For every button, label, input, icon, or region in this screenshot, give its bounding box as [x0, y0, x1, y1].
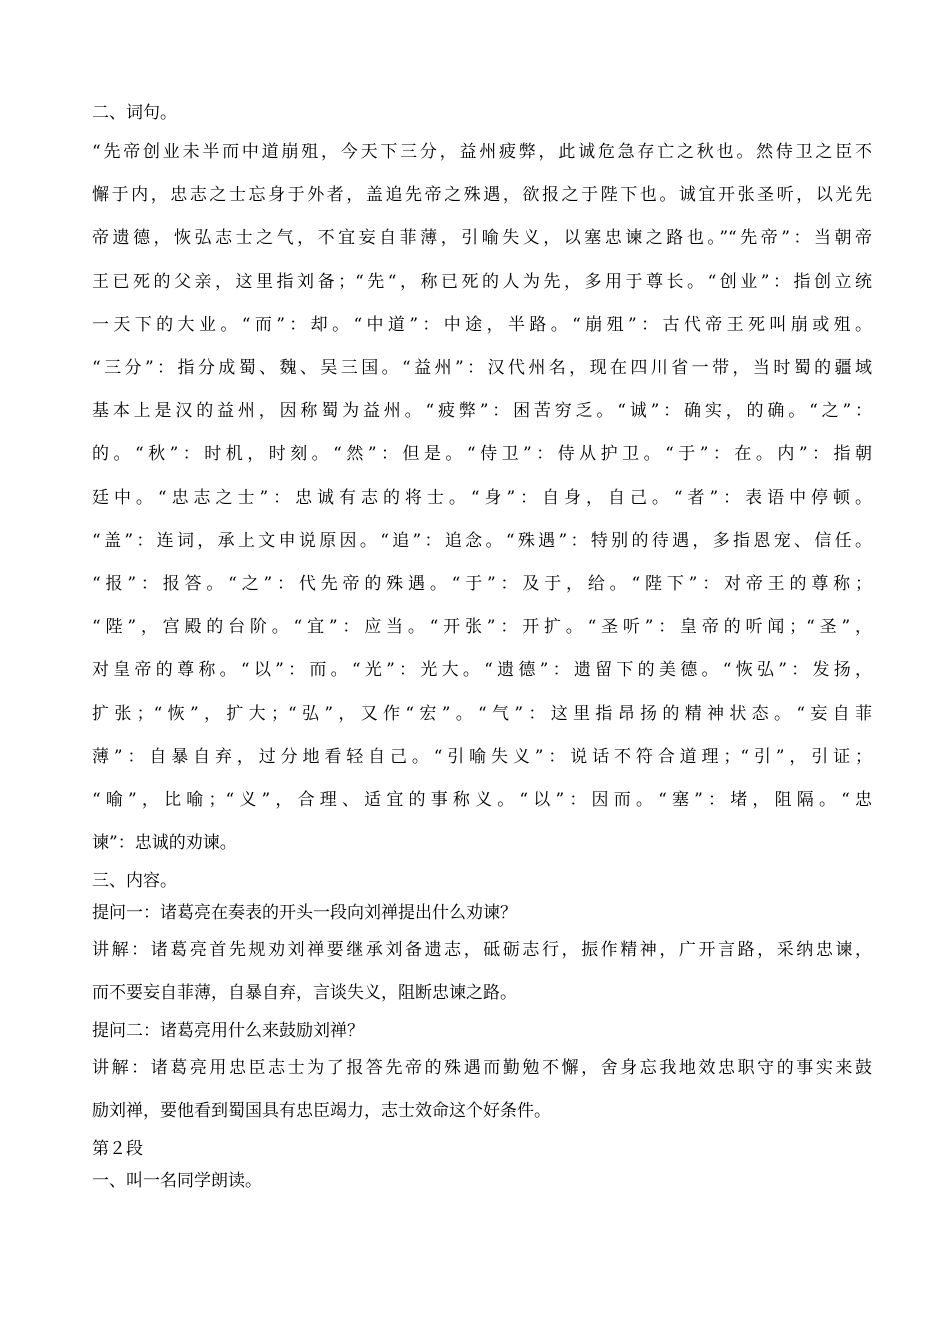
text-line: 一天下的大业。“而”：却。“中道”：中途，半路。“崩殂”：古代帝王死叫崩或殂。 [92, 314, 872, 335]
text-line: 王已死的父亲，这里指刘备；“先“，称已死的人为先，多用于尊长。“创业”：指创立统 [92, 271, 872, 292]
text-line: “报”：报答。“之”：代先帝的殊遇。“于”：及于，给。“陛下”：对帝王的尊称； [92, 574, 872, 595]
text-line: 讲解：诸葛亮用忠臣志士为了报答先帝的殊遇而勤勉不懈，舍身忘我地效忠职守的事实来鼓 [92, 1058, 872, 1079]
text-line: 的。“秋”：时机，时刻。“然”：但是。“侍卫”：侍从护卫。“于”：在。内”：指朝 [92, 444, 872, 465]
text-line: 谏”：忠诚的劝谏。 [92, 833, 237, 854]
text-line: 薄”：自暴自弃，过分地看轻自己。“引喻失义”：说话不符合道理；“引”，引证； [92, 746, 872, 767]
text-line: 廷中。“忠志之士”：忠诚有志的将士。“身”：自身，自己。“者”：表语中停顿。 [92, 487, 872, 508]
answer-two [92, 1047, 872, 1133]
text-line: 讲解：诸葛亮首先规劝刘禅要继承刘备遗志，砥砺志行，振作精神，广开言路，采纳忠谏， [92, 940, 872, 961]
question-two: 提问二：诸葛亮用什么来鼓励刘禅？ [92, 1021, 364, 1042]
document-page [92, 95, 872, 1197]
text-line: “三分”：指分成蜀、魏、吴三国。“益州”：汉代州名，现在四川省一带，当时蜀的疆域 [92, 358, 872, 379]
text-line: 对皇帝的尊称。“以”：而。“光”：光大。“遗德”：遗留下的美德。“恢弘”：发扬， [92, 660, 872, 681]
text-line: 扩张；“恢”，扩大；“弘”，又作“宏”。“气”：这里指昂扬的精神状态。“妄自菲 [92, 703, 872, 724]
paragraph-label: 第２段 [92, 1139, 143, 1160]
words-paragraph [92, 131, 872, 865]
text-line: 懈于内，忠志之士忘身于外者，盖追先帝之殊遇，欲报之于陛下也。诚宜开张圣听，以光先 [92, 185, 872, 206]
text-line: “先帝创业未半而中道崩殂，今天下三分，益州疲弊，此诚危急存亡之秋也。然侍卫之臣不 [92, 142, 872, 162]
text-line: “喻”，比喻；“义”，合理、适宜的事称义。“以”：因而。“塞”：堵，阻隔。“忠 [92, 790, 872, 811]
text-line: “盖”：连词，承上文申说原因。“追”：追念。“殊遇”：特别的待遇，多指恩宠、信任。 [92, 530, 872, 551]
text-line: “陛”，宫殿的台阶。“宜”：应当。“开张”：开扩。“圣听”：皇帝的听闻；“圣”， [92, 617, 872, 638]
text-line: 励刘禅，要他看到蜀国具有忠臣竭力，志士效命这个好条件。 [92, 1101, 551, 1122]
answer-one [92, 929, 872, 1015]
text-line: 而不要妄自菲薄，自暴自弃，言谈失义，阻断忠谏之路。 [92, 983, 517, 1004]
text-line: 基本上是汉的益州，因称蜀为益州。“疲弊”：困苦穷乏。“诚”：确实，的确。“之”： [92, 401, 872, 422]
question-one: 提问一：诸葛亮在奏表的开头一段向刘禅提出什么劝谏？ [92, 903, 517, 924]
text-line: 帝遗德，恢弘志士之气，不宜妄自菲薄，引喻失义，以塞忠谏之路也。”“先帝”：当朝帝 [92, 228, 872, 249]
section-heading-words: 二、词句。 [92, 103, 177, 123]
section-heading-content: 三、内容。 [92, 871, 177, 892]
step-one: 一、叫一名同学朗读。 [92, 1171, 262, 1192]
